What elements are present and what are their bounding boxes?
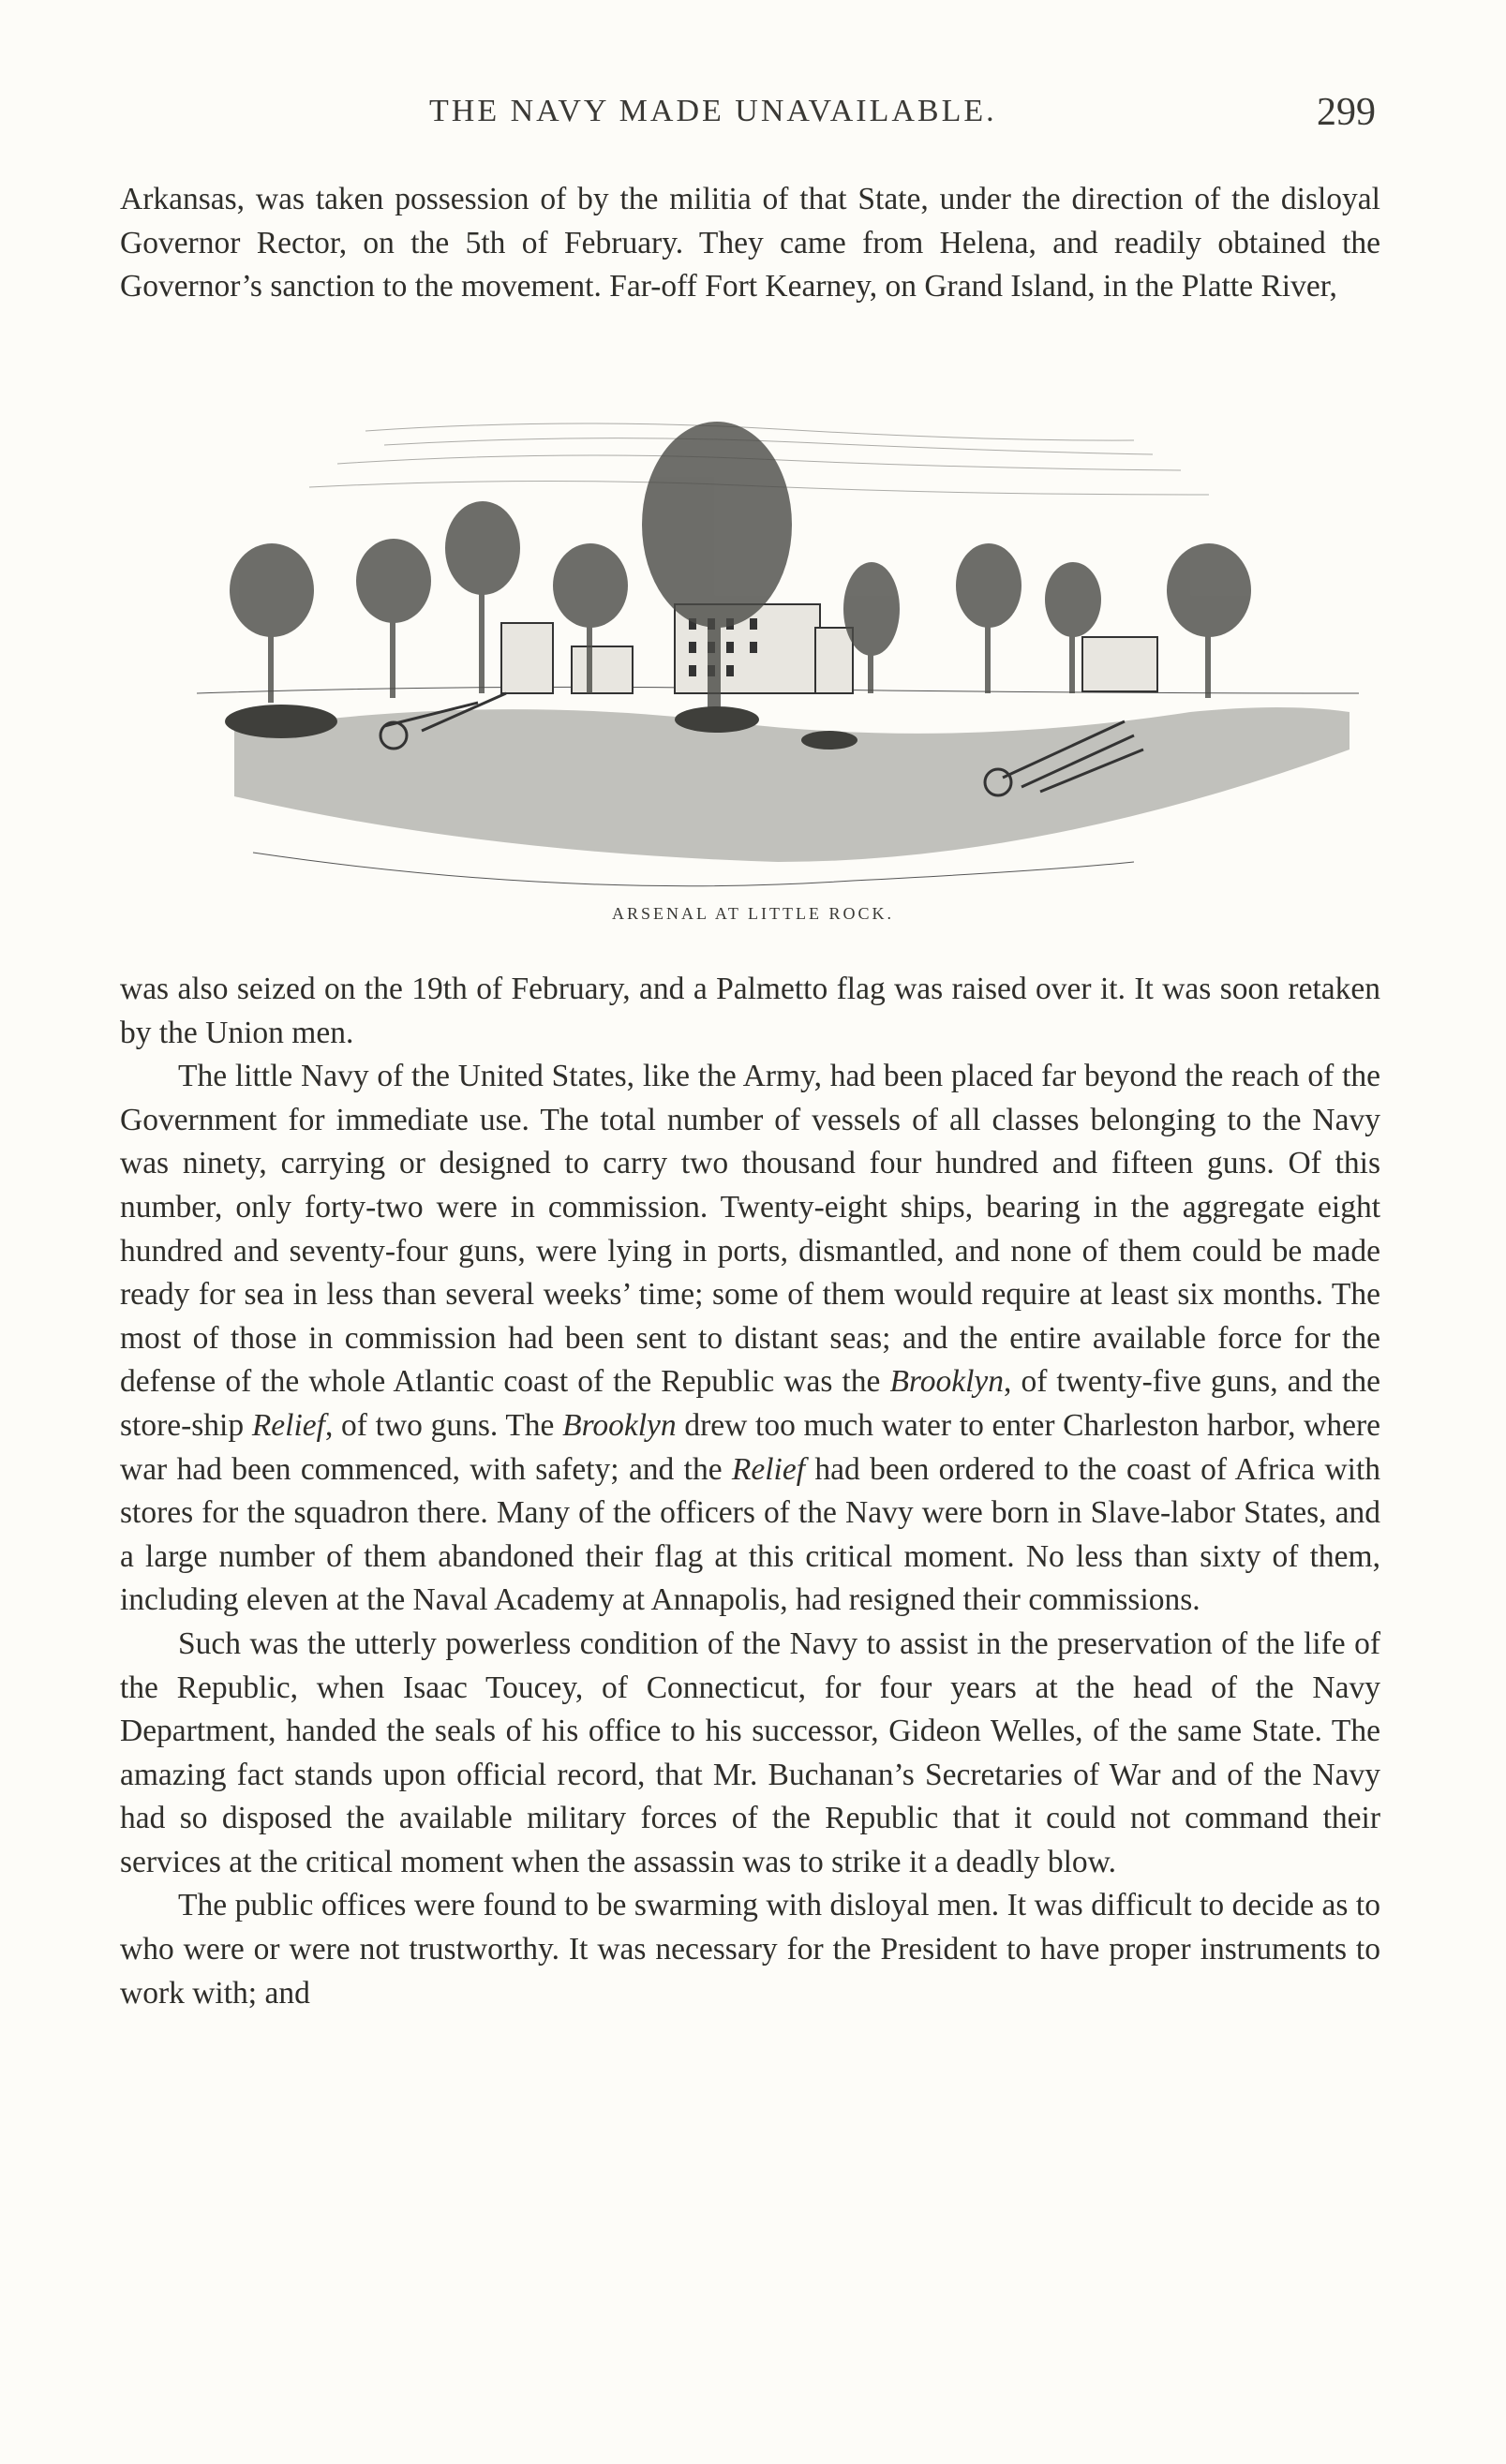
page-number: 299 (1317, 91, 1376, 134)
paragraph: The public offices were found to be swarming with disloyal men. It was difficult to decide as to who were or were not trustworthy. It was necessary for the President to have proper instruments to work with; and (120, 1888, 1380, 2011)
text-run: , of twenty-five guns, and the store-ship (120, 1364, 1381, 1443)
text-run: The little Navy of the United States, like the Army, had been placed far beyond the reach of the Government for immediate use. The total number of vessels of all classes belonging to the Navy was ninety, carrying or designed to carry two thousand four hundred and fifteen guns. Of this number, only forty-two were in commission. Twenty-eight ships, bearing in the aggregate eight hundred and seventy-four guns, were lying in ports, dismantled, and none of them could be made ready for sea in less than several weeks’ time; some of them would require at least six months. The most of those in commission had been sent to distant seas; and the entire available force for the defense of the whole Atlantic coast of the Republic was the (120, 1059, 1380, 1400)
ship-name: Relief (251, 1407, 325, 1443)
ship-name: Brooklyn (889, 1364, 1005, 1400)
paragraph-continued: Arkansas, was taken possession of by the militia of that State, under the direction of the disloyal Governor Rector, on the 5th of February. They came from Helena, and readily obtained the Governor’s sanction to the movement. Far-off Fort Kearney, on Grand Island, in the Platte River, (120, 182, 1380, 304)
text-run: , of two guns. The (324, 1407, 563, 1443)
arsenal-engraving (197, 412, 1359, 899)
ship-name: Brooklyn (562, 1407, 677, 1443)
page-header (120, 91, 1376, 141)
figure-caption: ARSENAL AT LITTLE ROCK. (612, 904, 894, 923)
paragraph: was also seized on the 19th of February, and a Palmetto flag was raised over it. It was soon retaken by the Union men. (120, 972, 1380, 1050)
ship-name: Relief (731, 1451, 806, 1487)
running-title: THE NAVY MADE UNAVAILABLE. (429, 94, 997, 128)
top-text-block (120, 178, 1380, 309)
text-run: had been ordered to the coast of Africa with stores for the squadron there. Many of the officers of the Navy were born in Slave-labor States, and a large number of them abandoned their flag at this critical moment. No less than sixty of them, including eleven at the Naval Academy at Annapolis, had resigned their commissions. (120, 1451, 1381, 1618)
paragraph (120, 1055, 1380, 1623)
arsenal-illustration (197, 412, 1359, 899)
text-run: drew too much water to enter Charleston harbor, where war had been commenced, with safety; and the (120, 1407, 1381, 1487)
paragraph: Such was the utterly powerless condition of the Navy to assist in the preservation of the life of the Republic, when Isaac Toucey, of Connecticut, for four years at the head of the Navy Department, handed the seals of his office to his successor, Gideon Welles, of the same State. The amazing fact stands upon official record, that Mr. Buchanan’s Secretaries of War and of the Navy had so disposed the available military forces of the Republic that it could not command their services at the critical moment when the assassin was to strike it a deadly blow. (120, 1625, 1380, 1879)
main-text-block (120, 968, 1380, 2015)
